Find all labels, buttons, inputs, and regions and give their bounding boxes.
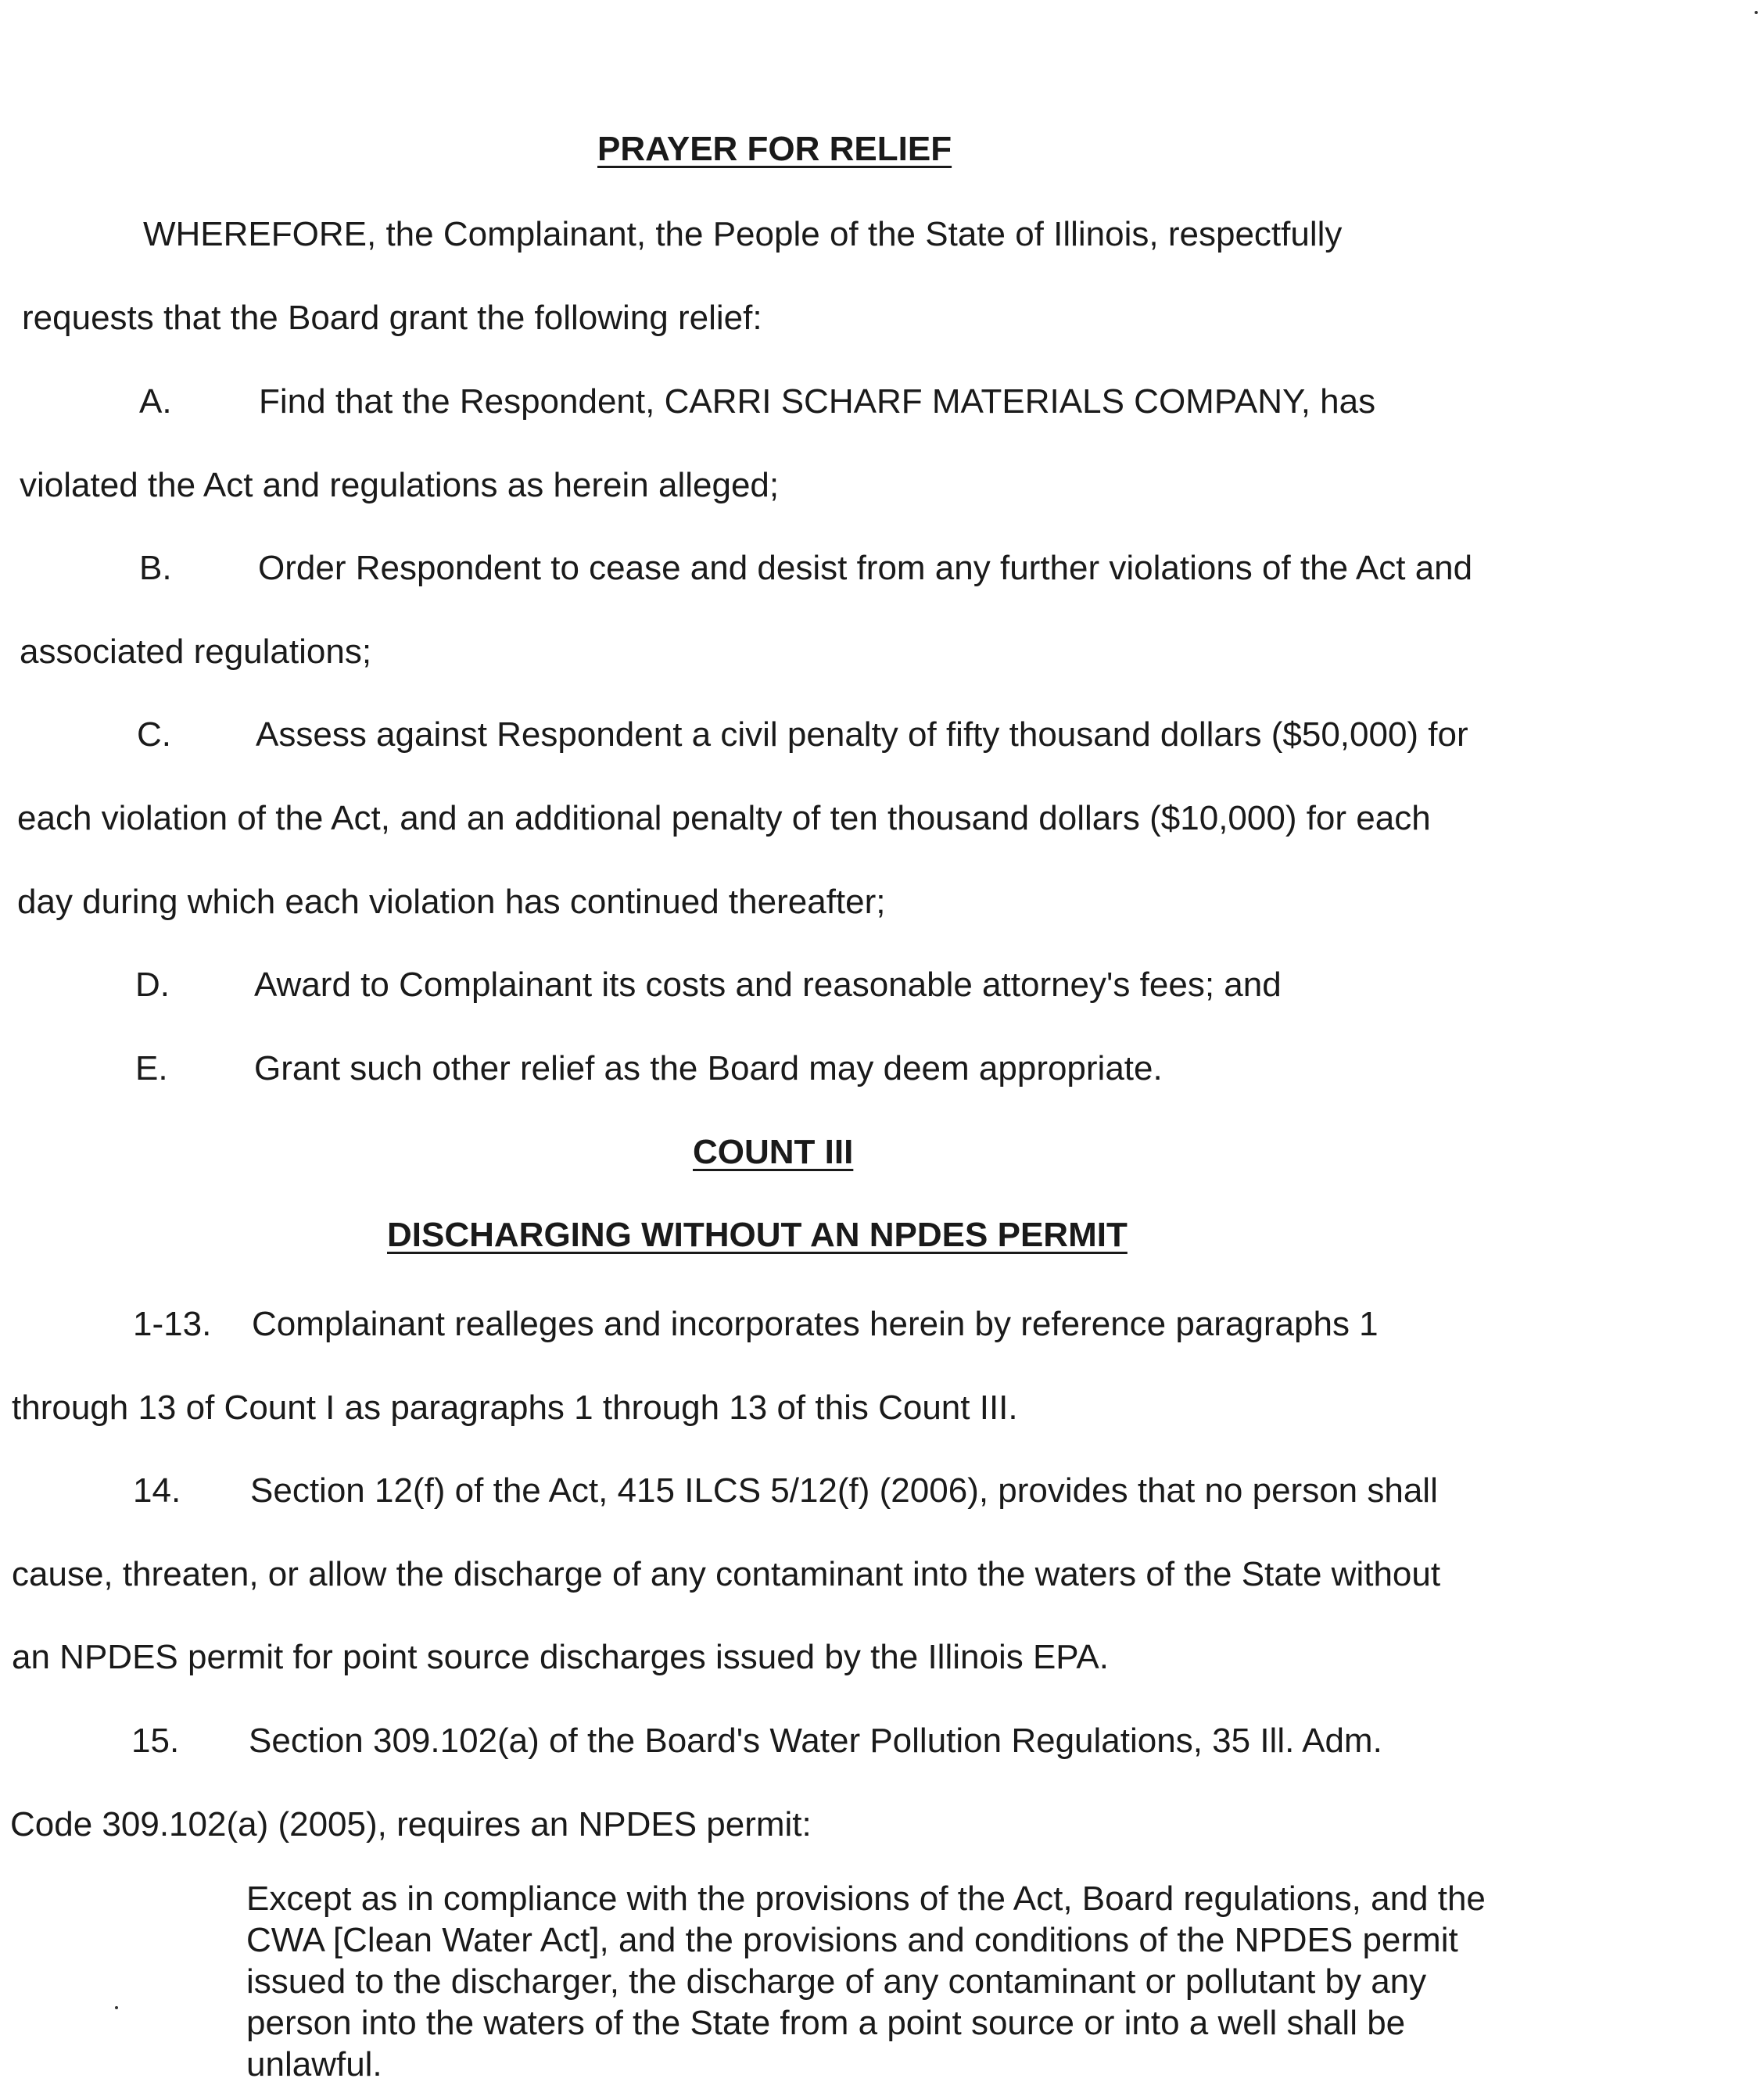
item-a-line-1: Find that the Respondent, CARRI SCHARF MATERIALS COMPANY, has	[259, 382, 1376, 421]
item-c-label: C.	[137, 715, 171, 754]
scan-speck	[115, 2006, 118, 2009]
item-c-line-2: each violation of the Act, and an additional penalty of ten thousand dollars ($10,000) for each	[17, 799, 1431, 837]
para-15-line-1: Section 309.102(a) of the Board's Water Pollution Regulations, 35 Ill. Adm.	[249, 1722, 1382, 1760]
para-14-label: 14.	[133, 1471, 181, 1510]
count-subheading: DISCHARGING WITHOUT AN NPDES PERMIT	[387, 1216, 1128, 1254]
para-14-line-2: cause, threaten, or allow the discharge of any contaminant into the waters of the State without	[12, 1555, 1441, 1593]
item-a-label: A.	[139, 382, 172, 421]
para-14-line-3: an NPDES permit for point source discharges issued by the Illinois EPA.	[12, 1638, 1109, 1676]
item-b-line-2: associated regulations;	[20, 632, 372, 671]
item-c-line-1: Assess against Respondent a civil penalty of fifty thousand dollars ($50,000) for	[256, 715, 1468, 754]
count-heading: COUNT III	[693, 1133, 854, 1171]
para-1-13-line-2: through 13 of Count I as paragraphs 1 through 13 of this Count III.	[12, 1388, 1018, 1427]
para-15-label: 15.	[131, 1722, 180, 1760]
item-b-line-1: Order Respondent to cease and desist from any further violations of the Act and	[258, 549, 1473, 587]
item-c-line-3: day during which each violation has continued thereafter;	[17, 883, 886, 921]
para-15-line-2: Code 309.102(a) (2005), requires an NPDES permit:	[10, 1805, 812, 1844]
item-d-label: D.	[135, 966, 170, 1004]
para-14-line-1: Section 12(f) of the Act, 415 ILCS 5/12(f) (2006), provides that no person shall	[250, 1471, 1438, 1510]
item-e-label: E.	[135, 1049, 168, 1087]
para-1-13-label: 1-13.	[133, 1305, 212, 1343]
item-a-line-2: violated the Act and regulations as herein alleged;	[20, 466, 780, 504]
item-e-line-1: Grant such other relief as the Board may deem appropriate.	[254, 1049, 1163, 1087]
scan-speck	[1755, 11, 1758, 14]
para-1-13-line-1: Complainant realleges and incorporates herein by reference paragraphs 1	[252, 1305, 1379, 1343]
prayer-heading: PRAYER FOR RELIEF	[597, 130, 952, 168]
regulation-quote: Except as in compliance with the provisions of the Act, Board regulations, and the CWA [Clean Water Act], and the provisions and conditions of the NPDES permit issued to the discharger, the discharge of any contaminant or pollutant by any person into the waters of the State from a point source or into a well shall be unlawful.	[246, 1879, 1486, 2084]
item-d-line-1: Award to Complainant its costs and reasonable attorney's fees; and	[254, 966, 1282, 1004]
intro-line-1: WHEREFORE, the Complainant, the People of the State of Illinois, respectfully	[143, 215, 1343, 253]
intro-line-2: requests that the Board grant the following relief:	[22, 299, 762, 337]
item-b-label: B.	[139, 549, 172, 587]
